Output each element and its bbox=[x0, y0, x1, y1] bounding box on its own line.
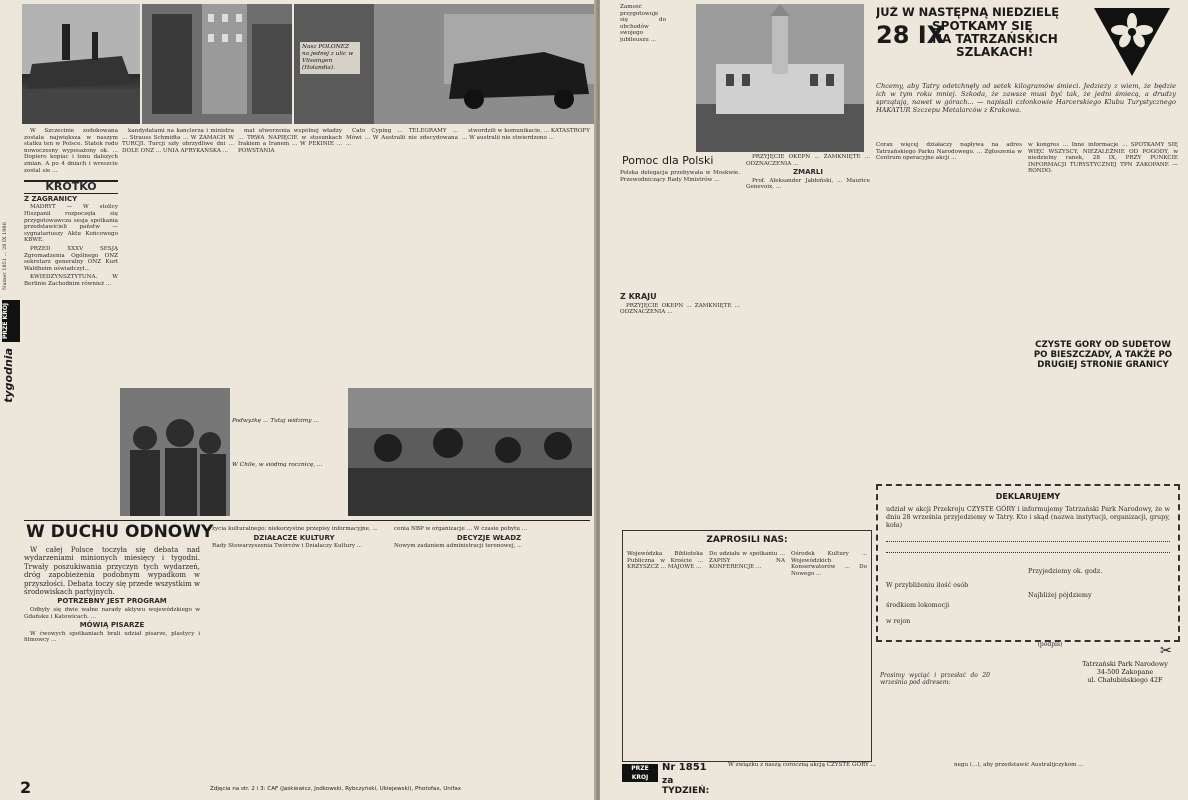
issue-number: Nr 1851 bbox=[662, 762, 707, 773]
zagranicy-title: Z ZAGRANICY bbox=[24, 194, 78, 203]
zmarli-title: ZMARLI bbox=[793, 168, 823, 177]
masthead-vertical bbox=[0, 300, 22, 500]
address-line-1: Tatrzański Park Narodowy bbox=[1082, 660, 1168, 668]
flower-logo bbox=[1086, 4, 1178, 80]
podwyzka-caption: Podwyżkę ... Tutaj widzimy ... bbox=[232, 418, 319, 424]
przyjedziemy-label: Przyjedziemy ok. godz. bbox=[1028, 567, 1103, 575]
column-4-text: Cato Cyping ... TELEGRAMY ... Mówi ... W Australii nie zdecydowana ... bbox=[346, 128, 458, 148]
zaprosili-col1: Wojewódzka Biblioteka Publiczna w Kroście ... KRZYSZCZ ... MAJOWE ... bbox=[627, 551, 703, 571]
potrzebny-text: Odbyły się dwie wałne narady aktywu wojewódzkiego w Gdańsku i Katowicach. ... bbox=[24, 607, 200, 620]
headline-line3: NA TATRZAŃSKICH bbox=[932, 32, 1058, 46]
news-item-madryt: MADRYT — W stolicy Hiszpanii rozpoczęła się przygotowawcza sesja spotkania przedstawicieli państw — sygnatariuszy Aktu Końcowego KBWE. bbox=[24, 204, 118, 244]
declaration-text: udział w akcji Przekroju CZYSTE GÓRY i informujemy Tatrzański Park Narodowy, że w dniu 28 września przyjedziemy w Tatry. Kto i skąd (nazwa instytucji, organizacji, grupy, koła) bbox=[886, 505, 1170, 529]
dzialacze-title: DZIAŁACZE KULTURY bbox=[253, 533, 335, 542]
section-divider bbox=[24, 520, 590, 521]
tatry-column-2: w kongres ... Inne informacje ... SPOTKAMY SIĘ WIĘC WSZYSCY, NIEZALEŻNIE OD POGODY, w niedzielny ranek, 28 IX, PRZY PUNKCIE INFORMACJI TURYSTYCZNEJ TPN ZAKOPANE — RONDO. bbox=[1028, 142, 1178, 175]
zaprosili-col3: Ośrodek Kultury ... Wojewódzkich Konserwatorów ... Do Nowego ... bbox=[791, 551, 867, 577]
declaration-field-line-2[interactable] bbox=[886, 544, 1170, 553]
mowia-title: MÓWIĄ PISARZE bbox=[79, 621, 145, 630]
crowd-photo-right bbox=[348, 388, 592, 516]
column-1 bbox=[24, 128, 118, 538]
duch-col3-text: cenia NBP w organizacje ... W czasie pobytu ... bbox=[394, 526, 528, 532]
duch-col2-text: życia kulturalnego; niekorzystne przepisy informacyjne, ... bbox=[212, 526, 378, 532]
rejon-label: w rejon bbox=[886, 617, 911, 625]
tatry-column-1: Corax więcej działaczy napływa na adres Tatrzańskiego Parku Narodowego. ... Zgłoszenia w Centrum operacyjne akcji ... bbox=[876, 142, 1022, 162]
photo-credits: Zdjęcia na str. 2 i 3: CAF (Jaśkiewicz, Jodkowski, Rybczyński, Ukiejewski), Photofax, Unifax bbox=[210, 786, 462, 792]
dzialacze-text: Rady Stowarzyszenia Twórców i Działaczy Kultury ... bbox=[212, 543, 363, 550]
column-5 bbox=[462, 128, 590, 388]
meeting-illustration-icon bbox=[348, 388, 592, 516]
chile-caption: W Chile, w siódmą rocznicę, ... bbox=[232, 462, 323, 468]
edelweiss-icon bbox=[1086, 4, 1178, 80]
news-item-onz: PRZED XXXV SESJĄ Zgromadzenia Ogólnego ONZ sekretarz generalny ONZ Kurt Waldheim oświadczył... bbox=[24, 245, 118, 272]
street-photo bbox=[142, 4, 292, 124]
headline-line2: SPOTKAMY SIĘ bbox=[932, 19, 1033, 33]
address-line-2: 34-500 Zakopane bbox=[1096, 668, 1154, 676]
headline-block bbox=[876, 6, 1076, 78]
krotko-title: KRÓTKO bbox=[24, 180, 118, 194]
chile-photo-left bbox=[120, 388, 230, 516]
duch-odnowy-title: W DUCHU ODNOWY bbox=[26, 522, 214, 542]
town-hall-illustration-icon bbox=[696, 4, 864, 152]
duch-intro: W całej Polsce toczyła się debata nad wydarzeniami minionych miesięcy i tygodni. Trwały poszukiwania przyczyn tych wydarzeń, dróg zapobieżenia podobnym wypadkom w przyszłości. Debata toczy się przede wszystkim w środowiskach partyjnych. bbox=[24, 546, 200, 597]
kraju-title: Z KRAJU bbox=[620, 292, 657, 301]
przybliz-label: W przybliżeniu ilość osób bbox=[886, 581, 969, 589]
issue-next-week: za TYDZIEŃ: bbox=[662, 776, 710, 796]
duch-odnowy-col1 bbox=[24, 546, 200, 790]
address-block bbox=[1070, 660, 1180, 684]
issue-sidebar-note: Numer 1851 ... 28 IX 1980 bbox=[2, 222, 8, 290]
column-2-text: kandydatami na kanclerza i ministra ... Strauss Schmidta ... W ZAMACH W TURCJI. Turcji szły obrzydliwe dni ... DOLE ONZ ... UNIA AFRYKAŃSKA ... bbox=[122, 128, 234, 154]
zmarli-text: Prof. Aleksander Jabłoński, ... Maurice Genevoix, ... bbox=[746, 177, 870, 191]
column-3 bbox=[238, 128, 342, 428]
masthead-tygodnia: tygodnia bbox=[2, 348, 15, 403]
decyzje-text: Nowym zadaniem administracji terenowej, ... bbox=[394, 543, 523, 550]
building-illustration-icon bbox=[142, 4, 292, 124]
zaprosili-col2: Do udziału w spotkaniu ... ZAPISY NA KONFERENCJE ... bbox=[709, 551, 785, 571]
zaprosili-title: ZAPROSILI NAS: bbox=[706, 535, 788, 545]
column-3-text: mat utworzenia wspólnej władzy ... TRWA NAPIĘCIE w stosunkach Irakiem a Iranem ... W PEKINIE ... POWSTANIA bbox=[238, 128, 342, 154]
przekroj-logo-small: PRZE KROJ bbox=[622, 764, 658, 782]
pomoc-title: Pomoc dla Polski bbox=[622, 154, 714, 167]
masthead-logo: PRZE KROJ bbox=[2, 300, 20, 342]
polonez-caption: Nasz POLONEZ na jednej z ulic w Vlissingen (Holandia). bbox=[300, 42, 360, 74]
headline-date: 28 IX bbox=[876, 21, 946, 49]
right-page bbox=[600, 0, 1188, 800]
address-line-3: ul. Chałubińskiego 42F bbox=[1087, 676, 1163, 684]
czyste-gory-note: CZYSTE GÓRY OD SUDETÓW PO BIESZCZADY, A TAKŻE PO DRUGIEJ STRONIE GRANICY bbox=[1033, 340, 1173, 370]
najblizej-label: Najbliżej pójdziemy bbox=[1028, 591, 1092, 599]
column-5-text: stwordzili w komunikacie, ... KATASTROFY ... W australii nie stwierdzono ... bbox=[462, 128, 590, 141]
right-column-2 bbox=[746, 154, 870, 474]
cut-instructions: Prosimy wyciąć i przesłać do 20 września pod adresem: bbox=[880, 672, 990, 686]
column-2 bbox=[122, 128, 234, 428]
headline-line1: JUŻ W NASTĘPNĄ NIEDZIELĘ bbox=[876, 6, 1060, 19]
page-number: 2 bbox=[20, 778, 32, 797]
decyzje-title: DECYZJE WŁADZ bbox=[456, 533, 522, 542]
potrzebny-title: POTRZEBNY JEST PROGRAM bbox=[57, 597, 167, 606]
tatry-intro: Chcemy, aby Tatry odetchnęły od setek kilogramów śmieci. Jedzieży z wiem, że będzie ich w tym roku mniej. Szkoda, że zawsze musi być tak, że jedni śmiecą, a drudzy sprzątają, nawet w górach... — napisali członkowie Harcerskiego Klubu Turystycznego HAKATUR Szczepu Metalarców z Krakowa. bbox=[876, 82, 1176, 114]
pomoc-text: Polska delegacja przebywała w Moskwie. Przewodniczący Rady Ministrów ... bbox=[620, 170, 740, 183]
bottom-column-2: negu (...), aby przedstawić Australijczykom ... bbox=[954, 762, 1084, 768]
zaprosili-box bbox=[622, 530, 872, 762]
declaration-title: DEKLARUJEMY bbox=[995, 492, 1061, 501]
ship-illustration-icon bbox=[22, 4, 140, 124]
headline-line4: SZLAKACH! bbox=[956, 45, 1034, 59]
column-1-lead: W Szczecinie zodokowana została największa w naszym statku ten w Polsce. Statek rodo nowoczesny wyposażony ok. ... Dopiero kopiac i tonu dalszych zmian. A po 4 dniach i wreszcie zostal sie ... bbox=[24, 128, 118, 174]
ship-photo bbox=[22, 4, 140, 124]
news-item-berlin: KWIEDZYNSZTYTUNA. W Berlinie Zachodnim również ... bbox=[24, 274, 118, 287]
scissors-icon: ✂ bbox=[1160, 644, 1172, 658]
srodkiem-label: środkiem lokomocji bbox=[886, 601, 950, 609]
duch-odnowy-col2 bbox=[206, 526, 382, 786]
zamosc-text: Zamość przygotowuje się do obchodów swojego jubileuszu ... bbox=[620, 4, 666, 43]
crowd-illustration-icon bbox=[120, 388, 230, 516]
podpis-label: (podpis) bbox=[1037, 642, 1063, 648]
duch-odnowy-col3 bbox=[388, 526, 590, 786]
declaration-form bbox=[876, 484, 1180, 642]
column-4 bbox=[346, 128, 458, 428]
bottom-column-1: W związku z naszą coroczną akcją CZYSTE GÓRY ... bbox=[728, 762, 876, 768]
declaration-field-line-1[interactable] bbox=[886, 533, 1170, 542]
kraju-text: PRZYJĘCIE OKEPN ... ZAMKNIĘTE ... ODZNACZENIA ... bbox=[620, 302, 740, 316]
zamosc-photo bbox=[696, 4, 864, 152]
zmarli-lead: PRZYJĘCIE OKEPN ... ZAMKNIĘTE ... ODZNACZENIA ... bbox=[746, 154, 870, 167]
right-column-1-lower bbox=[620, 292, 740, 524]
mowia-text: W ćwowych spotkaniach brali udział pisarze, plastycy i filmowcy ... bbox=[24, 630, 200, 644]
